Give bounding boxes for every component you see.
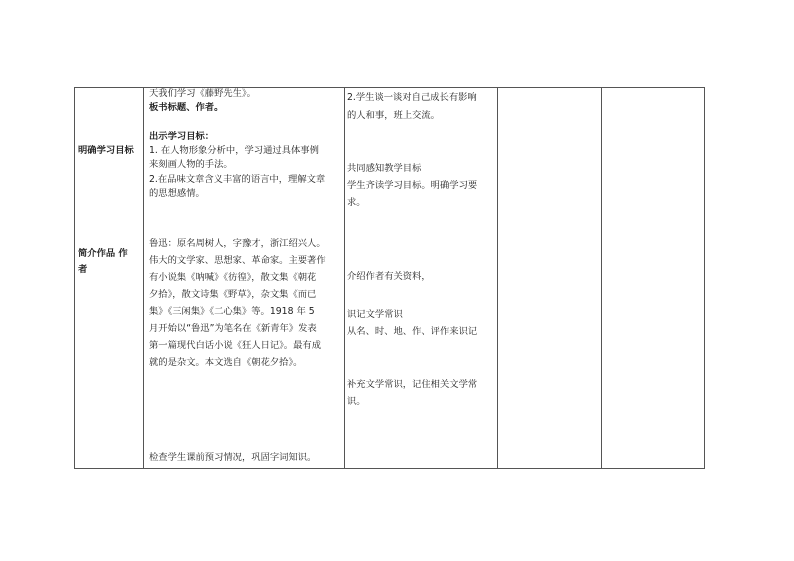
empty-cell bbox=[498, 88, 602, 469]
text-line: 月开始以“鲁迅”为笔名在《新青年》发表 bbox=[149, 323, 317, 334]
text-line: 第一篇现代白话小说《狂人日记》。最有成 bbox=[149, 340, 321, 351]
text-line: 2.在品味文章含义丰富的语言中，理解文章 bbox=[149, 174, 326, 185]
text-line: 鲁迅：原名周树人，字豫才，浙江绍兴人。 bbox=[149, 238, 326, 249]
label-intro-line1: 简介作品 作 bbox=[78, 248, 128, 259]
text-line: 学生齐读学习目标。明确学习要 bbox=[347, 180, 478, 191]
text-line: 1. 在人物形象分析中，学习通过具体事例 bbox=[149, 145, 319, 156]
lesson-plan-table bbox=[74, 87, 705, 469]
text-line: 求。 bbox=[347, 197, 366, 208]
table-row bbox=[75, 88, 705, 469]
text-line: 从名、时、地、作、评作来识记 bbox=[347, 326, 478, 337]
text-line: 介绍作者有关资料， bbox=[347, 271, 431, 282]
text-line: 出示学习目标： bbox=[149, 131, 215, 142]
text-line: 集》《三闲集》《二心集》等。1918 年 5 bbox=[149, 306, 315, 317]
text-line: 2.学生谈一谈对自己成长有影响 bbox=[347, 92, 477, 103]
text-line: 的思想感情。 bbox=[149, 188, 205, 199]
label-intro-line2: 者 bbox=[78, 264, 88, 275]
text-line: 夕拾》，散文诗集《野草》，杂文集《而已 bbox=[149, 289, 317, 300]
text-line: 来刻画人物的手法。 bbox=[149, 159, 233, 170]
text-line: 伟大的文学家、思想家、革命家。主要著作 bbox=[149, 255, 326, 266]
text-line: 共同感知教学目标 bbox=[347, 163, 422, 174]
text-line: 的人和事，班上交流。 bbox=[347, 110, 440, 121]
label-goal: 明确学习目标 bbox=[78, 145, 134, 156]
text-line: 就的是杂文。本文选自《朝花夕拾》。 bbox=[149, 357, 303, 368]
text-line: 识记文学常识 bbox=[347, 309, 403, 320]
text-line: 天我们学习《藤野先生》。 bbox=[149, 88, 256, 99]
text-line: 识。 bbox=[347, 396, 366, 407]
teacher-activity-cell bbox=[144, 88, 345, 469]
text-line: 补充文学常识，记住相关文学常 bbox=[347, 379, 478, 390]
student-activity-cell bbox=[345, 88, 498, 469]
text-line: 检查学生课前预习情况，巩固字词知识。 bbox=[149, 452, 317, 463]
text-line: 板书标题、作者。 bbox=[149, 102, 224, 113]
step-label-cell bbox=[75, 88, 144, 469]
empty-cell bbox=[602, 88, 705, 469]
text-line: 有小说集《呐喊》《彷徨》，散文集《朝花 bbox=[149, 272, 317, 283]
